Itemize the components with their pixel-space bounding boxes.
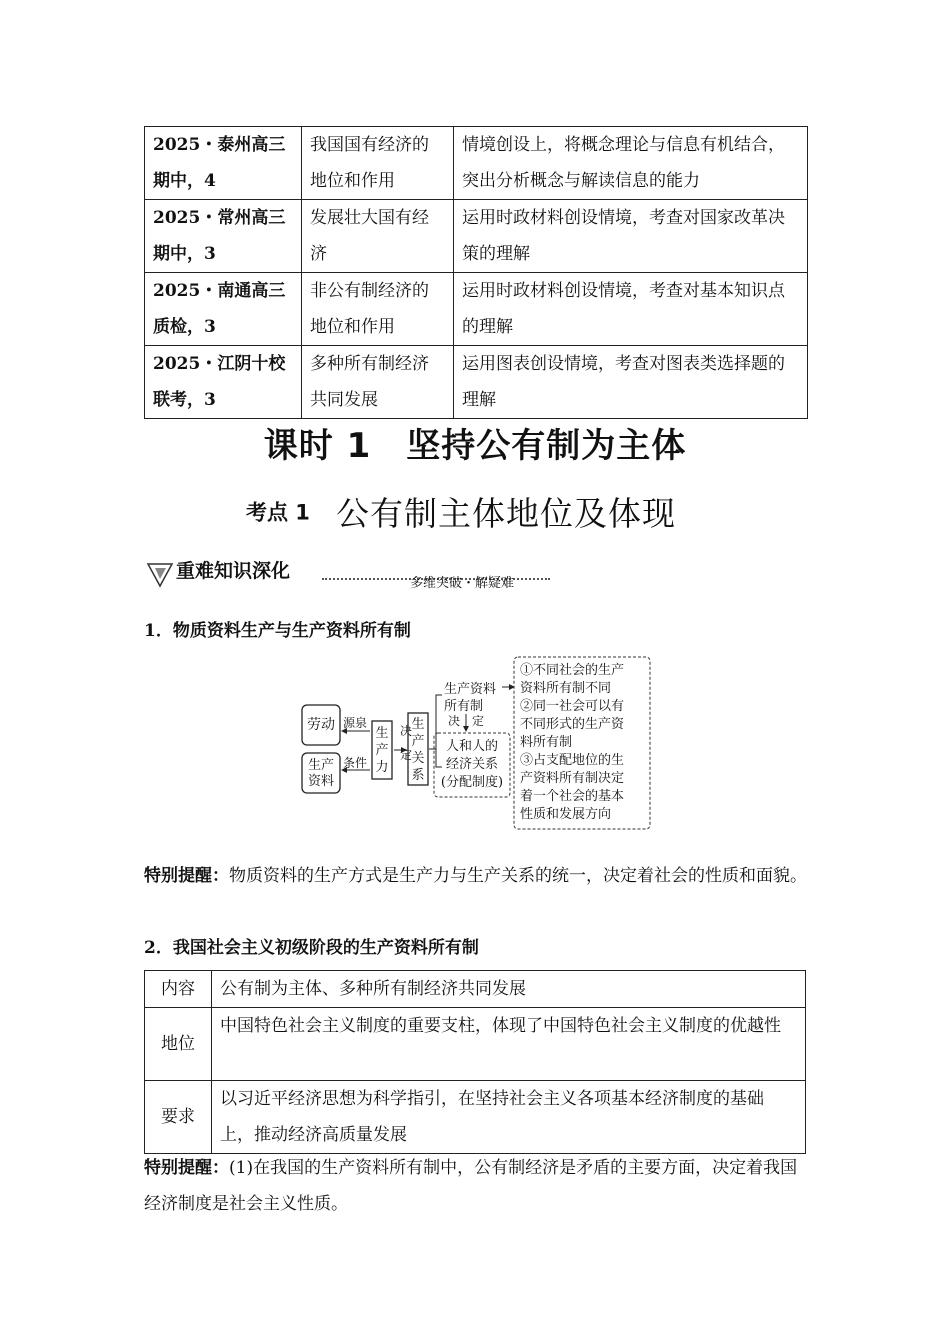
table-row — [145, 127, 808, 200]
reminder-text: 物质资料的生产方式是生产力与生产关系的统一，决定着社会的性质和面貌。 — [229, 866, 807, 886]
relations-char: 系 — [411, 768, 425, 783]
exam-desc: 运用时政材料创设情境，考查对基本知识点的理解 — [454, 273, 808, 346]
exam-source: 2025・南通高三质检，3 — [145, 273, 302, 346]
note-line: ①不同社会的生产 — [520, 663, 625, 678]
note-line: 性质和发展方向 — [520, 807, 612, 822]
point-label: 考点 1 — [246, 500, 310, 525]
exam-table — [144, 126, 808, 419]
section2-heading: 2．我国社会主义初级阶段的生产资料所有制 — [144, 938, 479, 958]
table-row — [145, 971, 806, 1008]
ownership-table — [144, 970, 806, 1154]
note-line: ③占支配地位的生 — [520, 753, 625, 768]
decide2-char: 定 — [472, 714, 485, 728]
note-line: 产资料所有制决定 — [520, 771, 625, 786]
ownership-label-1: 生产资料 — [444, 682, 497, 697]
people-line: 经济关系 — [445, 757, 499, 772]
people-line: (分配制度) — [440, 775, 504, 790]
lesson-title: 课时 1 坚持公有制为主体 — [263, 426, 687, 466]
note-line: 不同形式的生产资 — [520, 717, 625, 732]
labor-label: 劳动 — [307, 717, 335, 733]
means-label-2: 资料 — [307, 774, 335, 789]
condition-label: 条件 — [342, 756, 368, 770]
section-banner — [146, 556, 546, 592]
exam-source: 2025・常州高三期中，3 — [145, 200, 302, 273]
point-title — [246, 488, 676, 535]
exam-topic: 非公有制经济的地位和作用 — [302, 273, 454, 346]
exam-desc: 运用图表创设情境，考查对图表类选择题的理解 — [454, 346, 808, 419]
point-heading: 公有制主体地位及体现 — [335, 494, 676, 533]
decide-char: 定 — [400, 748, 413, 762]
row-text: 公有制为主体、多种所有制经济共同发展 — [212, 971, 806, 1008]
exam-source: 2025・泰州高三期中，4 — [145, 127, 302, 200]
means-label-1: 生产 — [307, 758, 335, 773]
row-head: 内容 — [145, 971, 212, 1008]
exam-source: 2025・江阴十校联考，3 — [145, 346, 302, 419]
table-row — [145, 273, 808, 346]
note-line: ②同一社会可以有 — [520, 699, 625, 714]
productivity-char: 力 — [375, 760, 389, 775]
exam-desc: 运用时政材料创设情境，考查对国家改革决策的理解 — [454, 200, 808, 273]
exam-topic: 发展壮大国有经济 — [302, 200, 454, 273]
note-line: 资料所有制不同 — [520, 681, 612, 696]
triangle-marker-icon — [146, 560, 176, 590]
exam-desc: 情境创设上，将概念理论与信息有机结合，突出分析概念与解读信息的能力 — [454, 127, 808, 200]
relations-char: 生 — [411, 717, 425, 732]
row-text: 中国特色社会主义制度的重要支柱，体现了中国特色社会主义制度的优越性 — [212, 1008, 806, 1081]
bracket-line — [429, 695, 442, 749]
note-line: 料所有制 — [520, 735, 573, 750]
row-head: 要求 — [145, 1081, 212, 1154]
row-head: 地位 — [145, 1008, 212, 1081]
source-label: 源泉 — [342, 716, 368, 730]
reminder-label: 特别提醒： — [144, 1158, 229, 1178]
banner-sub: 多维突破・解疑难 — [410, 576, 515, 591]
reminder-label: 特别提醒： — [144, 866, 229, 886]
reminder-text: (1)在我国的生产资料所有制中，公有制经济是矛盾的主要方面，决定着我国经济制度是社会主义性质。 — [144, 1158, 798, 1214]
table-row — [145, 200, 808, 273]
reminder-2 — [144, 1150, 808, 1222]
relations-char: 关 — [411, 751, 425, 766]
decide2-char: 决 — [448, 714, 461, 728]
reminder-1 — [144, 858, 808, 894]
bracket-line — [436, 749, 442, 767]
people-line: 人和人的 — [445, 739, 499, 754]
banner-label: 重难知识深化 — [176, 560, 291, 582]
exam-topic: 多种所有制经济共同发展 — [302, 346, 454, 419]
exam-topic: 我国国有经济的地位和作用 — [302, 127, 454, 200]
ownership-label-2: 所有制 — [444, 699, 484, 714]
production-diagram — [298, 655, 658, 831]
note-line: 着一个社会的基本 — [520, 789, 625, 804]
table-row — [145, 346, 808, 419]
table-row — [145, 1008, 806, 1081]
table-row — [145, 1081, 806, 1154]
decide-char: 决 — [400, 724, 413, 738]
section1-heading: 1．物质资料生产与生产资料所有制 — [144, 621, 411, 641]
productivity-char: 生 — [375, 726, 389, 741]
row-text: 以习近平经济思想为科学指引，在坚持社会主义各项基本经济制度的基础上，推动经济高质量发展 — [212, 1081, 806, 1154]
productivity-char: 产 — [375, 743, 389, 758]
relations-char: 产 — [411, 734, 425, 749]
